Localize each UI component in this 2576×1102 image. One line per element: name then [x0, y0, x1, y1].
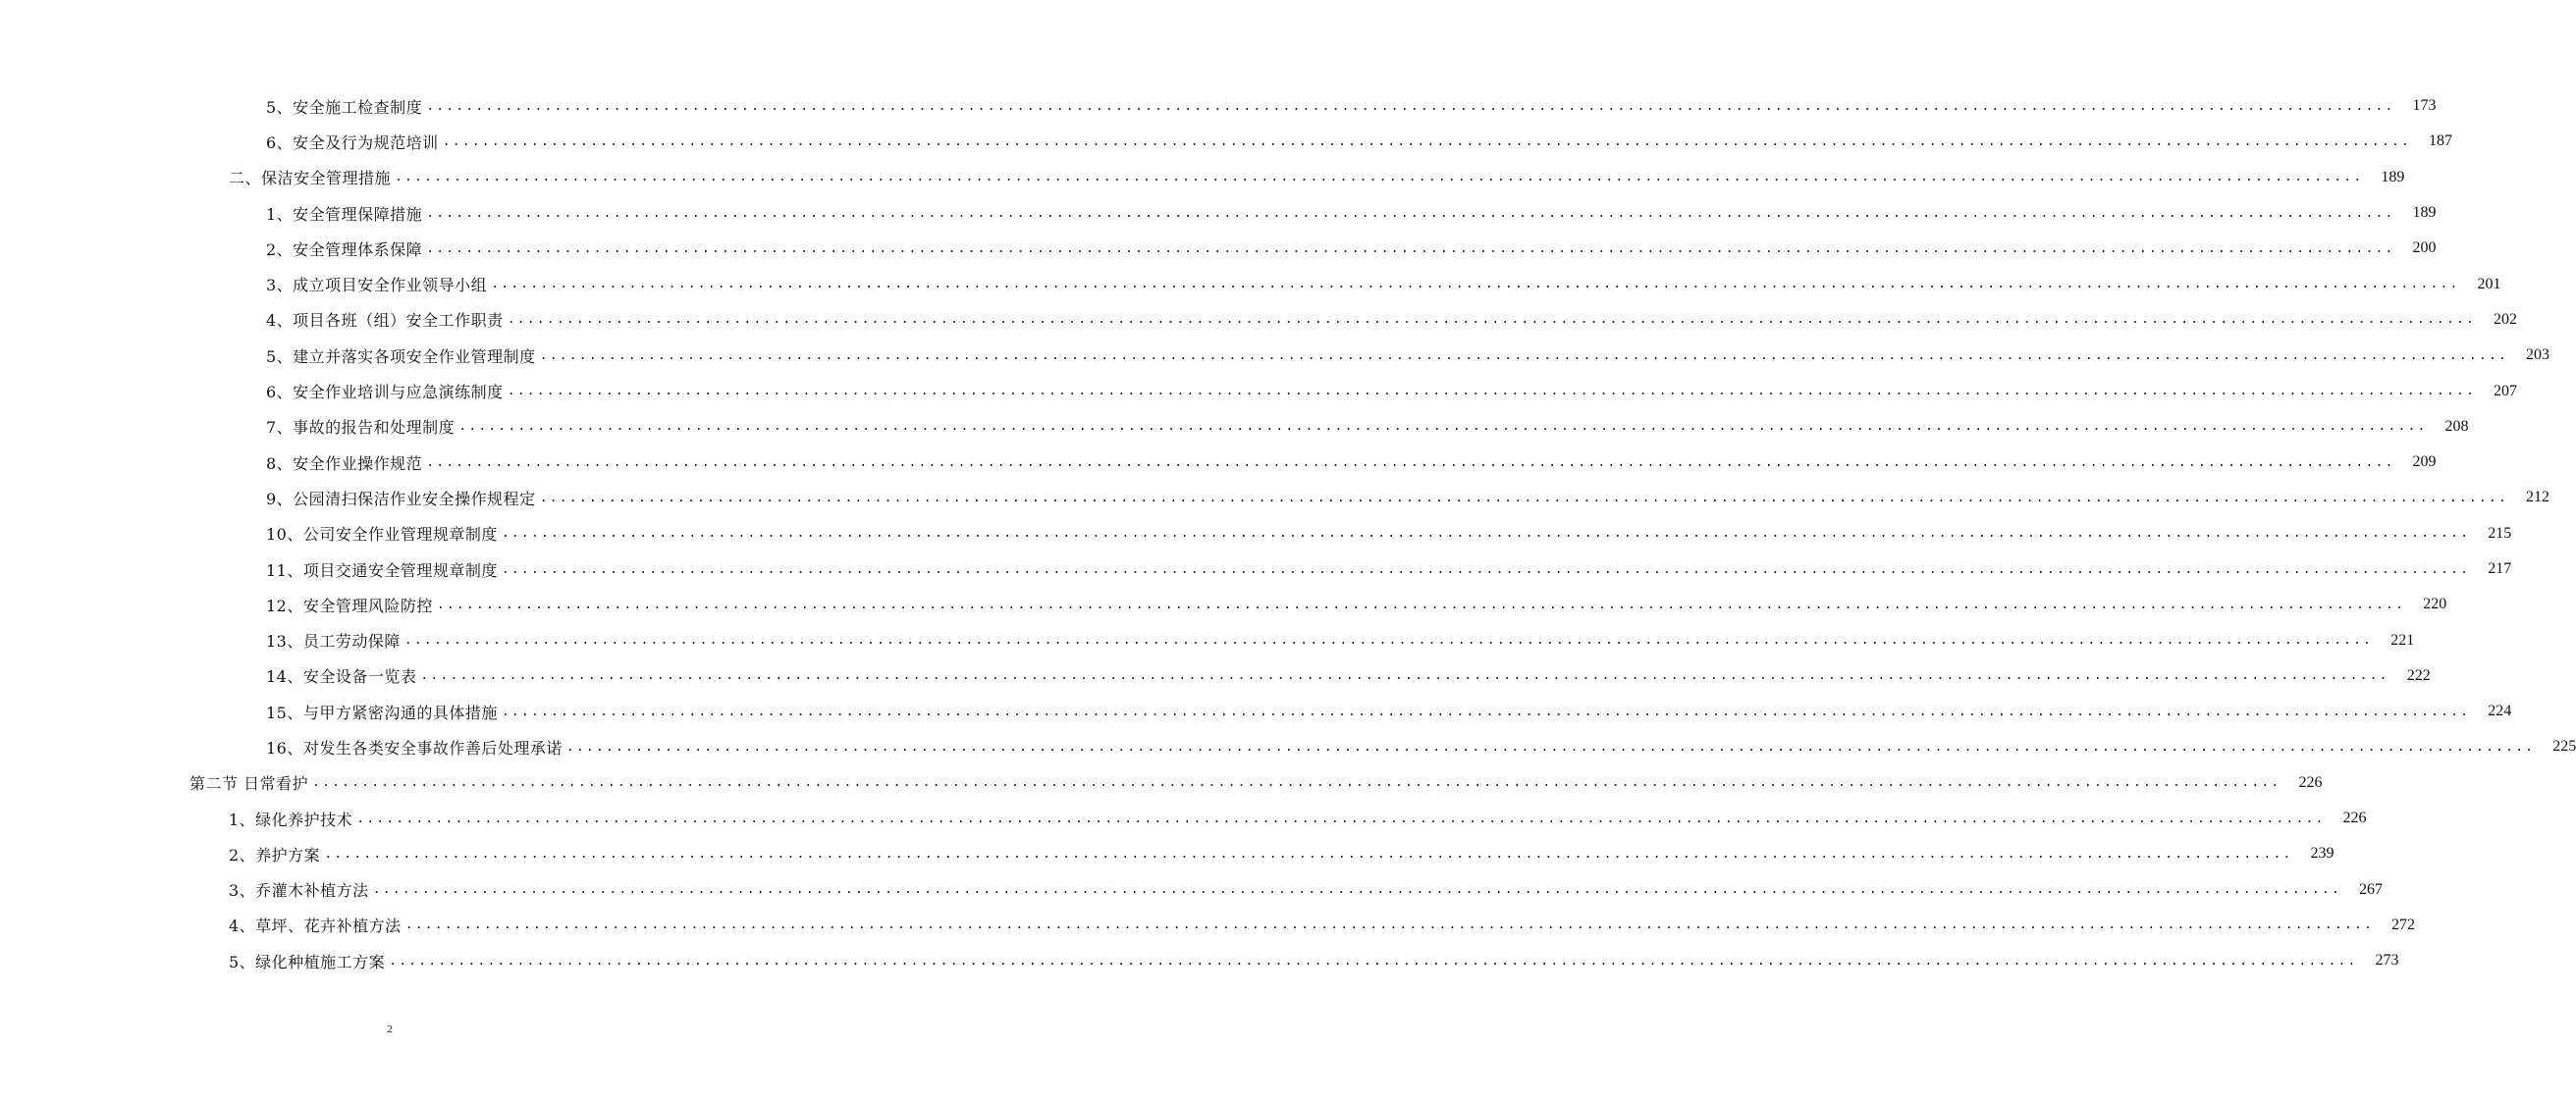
table-of-contents: [0, 88, 2576, 978]
toc-entry-title: 13、员工劳动保障: [266, 632, 401, 652]
toc-entry-page: 221: [2390, 631, 2415, 649]
toc-leader-dots: ........................................................................................................................................................................................................: [356, 811, 2326, 826]
toc-entry-page: 208: [2444, 417, 2469, 435]
toc-leader-dots: ........................................................................................................................................................................................................: [395, 170, 2364, 185]
toc-entry[interactable]: [266, 451, 2437, 474]
toc-leader-dots: ........................................................................................................................................................................................................: [403, 633, 2374, 649]
toc-entry-title: 4、草坪、花卉补植方法: [229, 917, 402, 936]
toc-entry[interactable]: [266, 380, 2518, 402]
toc-entry[interactable]: [229, 878, 2384, 901]
toc-entry-title: 第二节 日常看护: [189, 774, 309, 794]
toc-leader-dots: ........................................................................................................................................................................................................: [426, 98, 2395, 114]
toc-entry-page: 224: [2488, 703, 2512, 720]
toc-row[interactable]: [0, 480, 2550, 515]
toc-entry-title: 10、公司安全作业管理规章制度: [266, 525, 498, 545]
toc-row[interactable]: [0, 124, 2453, 159]
toc-row[interactable]: [0, 266, 2501, 301]
toc-entry-page: 200: [2412, 239, 2437, 257]
toc-entry[interactable]: [229, 808, 2367, 830]
toc-row[interactable]: [0, 88, 2437, 124]
toc-entry[interactable]: [266, 558, 2512, 581]
toc-entry-title: 9、公园清扫保洁作业安全操作规程定: [266, 489, 536, 508]
toc-entry[interactable]: [266, 629, 2415, 652]
toc-entry-page: 226: [2298, 773, 2323, 791]
toc-leader-dots: ........................................................................................................................................................................................................: [501, 704, 2471, 719]
toc-entry-page: 267: [2359, 880, 2384, 898]
toc-entry-title: 5、建立并落实各项安全作业管理制度: [266, 346, 536, 366]
toc-leader-dots: ........................................................................................................................................................................................................: [491, 277, 2460, 292]
toc-entry[interactable]: [229, 914, 2416, 936]
toc-leader-dots: ........................................................................................................................................................................................................: [426, 240, 2395, 256]
toc-row[interactable]: [0, 373, 2518, 408]
toc-entry-page: 272: [2391, 916, 2416, 933]
toc-entry-title: 二、保洁安全管理措施: [229, 169, 392, 188]
toc-row[interactable]: [0, 409, 2469, 445]
toc-entry-title: 5、绿化种植施工方案: [229, 952, 386, 971]
toc-entry-page: 207: [2494, 382, 2518, 399]
toc-entry-page: 189: [2412, 204, 2437, 222]
toc-entry[interactable]: [266, 415, 2469, 438]
toc-entry-title: 14、安全设备一览表: [266, 667, 417, 687]
toc-entry-page: 173: [2412, 97, 2437, 115]
toc-entry[interactable]: [266, 95, 2437, 118]
toc-row[interactable]: [0, 338, 2550, 373]
toc-row[interactable]: [0, 231, 2437, 266]
toc-entry-page: 222: [2406, 666, 2431, 684]
toc-entry[interactable]: [266, 487, 2550, 509]
toc-entry-title: 5、安全施工检查制度: [266, 97, 423, 117]
toc-row[interactable]: [0, 801, 2367, 836]
toc-entry-title: 2、养护方案: [229, 845, 321, 865]
toc-leader-dots: ........................................................................................................................................................................................................: [458, 419, 2428, 435]
toc-row[interactable]: [0, 658, 2431, 694]
toc-entry[interactable]: [266, 594, 2447, 616]
toc-row[interactable]: [0, 160, 2405, 195]
toc-entry-page: 187: [2429, 132, 2453, 150]
toc-entry[interactable]: [266, 273, 2501, 295]
toc-leader-dots: ........................................................................................................................................................................................................: [501, 526, 2471, 542]
toc-row[interactable]: [0, 694, 2512, 729]
toc-entry-page: 202: [2494, 310, 2518, 328]
toc-entry[interactable]: [229, 950, 2399, 972]
toc-entry[interactable]: [189, 771, 2323, 794]
toc-row[interactable]: [0, 516, 2512, 551]
toc-leader-dots: ........................................................................................................................................................................................................: [565, 739, 2536, 755]
toc-entry[interactable]: [266, 701, 2512, 723]
toc-leader-dots: ........................................................................................................................................................................................................: [404, 918, 2375, 933]
toc-entry-page: 189: [2381, 168, 2405, 185]
toc-entry-title: 8、安全作业操作规范: [266, 453, 423, 473]
toc-entry-page: 225: [2552, 738, 2576, 756]
toc-entry[interactable]: [266, 131, 2453, 153]
toc-entry-title: 6、安全及行为规范培训: [266, 132, 439, 152]
toc-leader-dots: ........................................................................................................................................................................................................: [420, 668, 2389, 684]
toc-entry-page: 201: [2477, 275, 2501, 292]
toc-leader-dots: ........................................................................................................................................................................................................: [539, 347, 2509, 363]
toc-entry[interactable]: [229, 843, 2334, 866]
toc-entry-title: 3、成立项目安全作业领导小组: [266, 276, 488, 295]
toc-entry[interactable]: [266, 736, 2576, 759]
toc-entry-page: 220: [2423, 596, 2447, 613]
toc-entry[interactable]: [266, 344, 2550, 367]
toc-entry-title: 7、事故的报告和处理制度: [266, 418, 456, 438]
toc-row[interactable]: [0, 943, 2399, 978]
toc-leader-dots: ........................................................................................................................................................................................................: [442, 133, 2412, 149]
toc-leader-dots: ........................................................................................................................................................................................................: [324, 846, 2293, 862]
toc-entry-title: 6、安全作业培训与应急演练制度: [266, 383, 504, 402]
toc-entry-title: 2、安全管理体系保障: [266, 239, 423, 259]
page-number: 2: [387, 1023, 393, 1035]
toc-leader-dots: ........................................................................................................................................................................................................: [501, 561, 2471, 577]
toc-entry-title: 16、对发生各类安全事故作善后处理承诺: [266, 738, 563, 758]
toc-entry-title: 11、项目交通安全管理规章制度: [266, 560, 498, 580]
toc-row[interactable]: [0, 729, 2576, 764]
toc-entry[interactable]: [266, 522, 2512, 545]
toc-entry-page: 239: [2310, 845, 2334, 863]
toc-entry[interactable]: [266, 664, 2431, 687]
toc-entry[interactable]: [266, 202, 2437, 225]
toc-leader-dots: ........................................................................................................................................................................................................: [507, 384, 2477, 399]
toc-entry-title: 3、乔灌木补植方法: [229, 881, 369, 901]
toc-row[interactable]: [0, 302, 2518, 338]
toc-entry-page: 273: [2375, 952, 2399, 970]
toc-row[interactable]: [0, 551, 2512, 587]
toc-row[interactable]: [0, 445, 2437, 480]
toc-entry-page: 209: [2412, 453, 2437, 471]
toc-leader-dots: ........................................................................................................................................................................................................: [436, 597, 2406, 612]
toc-entry-title: 15、与甲方紧密沟通的具体措施: [266, 703, 498, 722]
toc-entry-title: 12、安全管理风险防控: [266, 596, 433, 615]
toc-leader-dots: ........................................................................................................................................................................................................: [389, 953, 2358, 969]
toc-entry-page: 217: [2488, 560, 2512, 577]
toc-leader-dots: ........................................................................................................................................................................................................: [426, 454, 2395, 470]
toc-leader-dots: ........................................................................................................................................................................................................: [312, 775, 2281, 791]
toc-entry[interactable]: [229, 166, 2405, 188]
toc-leader-dots: ........................................................................................................................................................................................................: [372, 882, 2342, 898]
toc-leader-dots: ........................................................................................................................................................................................................: [539, 490, 2509, 505]
toc-entry-page: 215: [2488, 524, 2512, 542]
toc-entry-title: 1、绿化养护技术: [229, 810, 353, 829]
toc-row[interactable]: [0, 195, 2437, 231]
toc-leader-dots: ........................................................................................................................................................................................................: [507, 312, 2477, 328]
toc-entry-page: 226: [2342, 810, 2367, 827]
toc-row[interactable]: [0, 836, 2334, 871]
toc-entry-page: 212: [2526, 489, 2550, 506]
toc-row[interactable]: [0, 587, 2447, 622]
toc-row[interactable]: [0, 765, 2323, 801]
toc-entry[interactable]: [266, 308, 2518, 331]
toc-row[interactable]: [0, 908, 2416, 943]
toc-entry-title: 1、安全管理保障措施: [266, 204, 423, 224]
toc-entry-title: 4、项目各班（组）安全工作职责: [266, 311, 504, 331]
toc-row[interactable]: [0, 622, 2415, 657]
toc-entry-page: 203: [2526, 346, 2550, 364]
toc-entry[interactable]: [266, 237, 2437, 260]
toc-row[interactable]: [0, 872, 2384, 908]
toc-leader-dots: ........................................................................................................................................................................................................: [426, 205, 2395, 221]
